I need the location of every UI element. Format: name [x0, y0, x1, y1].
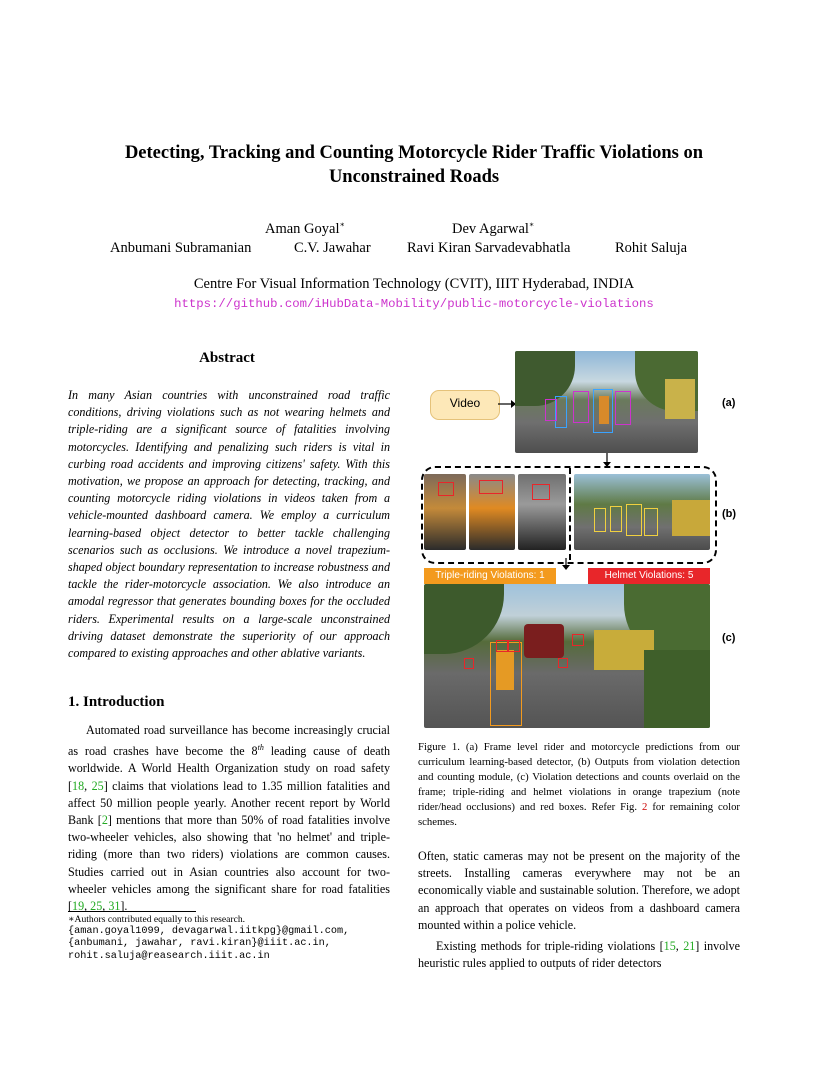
citation-link[interactable]: 18 [72, 778, 85, 793]
superscript: th [257, 743, 264, 753]
frame-b-photo [574, 474, 710, 550]
footnote-text: ∗Authors contributed equally to this research. [68, 914, 246, 925]
text-run: , [84, 778, 92, 793]
panel-label-a: (a) [722, 397, 736, 409]
intro-text [68, 722, 390, 915]
citation-link[interactable]: 19 [72, 899, 85, 914]
citation-link[interactable]: 2 [101, 813, 108, 828]
body-paragraph [418, 938, 740, 972]
video-label: Video [449, 396, 481, 410]
author-name [452, 220, 534, 238]
title-line-2: Unconstrained Roads [328, 167, 500, 187]
body-paragraph: Often, static cameras may not be present on the majority of the streets. Installing cameras everywhere may not be an economically viable and sustainable solution. Therefore, we adopt an approach that operates on videos from a dashboard camera mounted within a police vehicle. [418, 849, 740, 932]
author-text: Dev Agarwal [452, 220, 529, 237]
frame-a-photo [515, 351, 698, 453]
arrow-down-icon [602, 453, 612, 467]
text-run: ] claims that violations lead to 1.35 million fatalities and affect 50 million people yearly. Another recent report by World Bank [ [68, 778, 390, 828]
author-mark: ∗ [528, 220, 535, 229]
helmet-count: Helmet Violations: 5 [604, 570, 694, 581]
text-run: , [675, 939, 684, 954]
section-heading: 1. Introduction [68, 694, 165, 710]
triple-riding-count: Triple-riding Violations: 1 [435, 570, 545, 581]
footnote-email: {anbumani, jawahar, ravi.kiran}@iiit.ac.in, [68, 938, 331, 950]
crop-photo [469, 474, 515, 550]
text-run: leading cause of death worldwide. A World Health Organization study on road safety [ [68, 744, 390, 793]
text-run: , [84, 899, 91, 914]
citation-link[interactable]: 25 [90, 899, 103, 914]
figure-1 [418, 346, 748, 736]
affiliation: Centre For Visual Information Technology (CVIT), IIIT Hyderabad, INDIA [193, 276, 635, 292]
arrow-right-icon [498, 398, 516, 410]
crop-photo [518, 474, 566, 550]
author-name: Ravi Kiran Sarvadevabhatla [407, 240, 571, 256]
project-url-link[interactable]: https://github.com/iHubData-Mobility/public-motorcycle-violations [174, 297, 654, 311]
right-column-text [418, 848, 740, 972]
text-run: ] involve heuristic rules applied to outputs of rider detectors [418, 939, 741, 971]
panel-label-b: (b) [722, 508, 737, 520]
figure-ref-link[interactable]: 2 [642, 801, 648, 813]
text-run: Existing methods for triple-riding violations [ [436, 939, 664, 954]
author-list [60, 220, 768, 264]
text-run: ] mentions that more than 50% of road fatalities involve two-wheeler vehicles, also showing that 'no helmet' and triple-riding (more than two riders) violations are common causes. Studies carried out in Asian countries also account for two-wheeler vehicles among the significant share for road fatalities [ [68, 813, 390, 914]
panel-b-divider [569, 468, 571, 560]
arrow-down-icon [561, 558, 571, 570]
author-name: C.V. Jawahar [294, 240, 371, 256]
paper-title [60, 141, 768, 189]
citation-link[interactable]: 21 [683, 939, 696, 954]
footnote-email: {aman.goyal1099, devagarwal.iitkpg}@gmail.com, [68, 926, 350, 937]
citation-link[interactable]: 31 [108, 899, 121, 914]
caption-text: for remaining color schemes. [418, 801, 740, 828]
citation-link[interactable]: 15 [663, 939, 676, 954]
intro-paragraph [68, 722, 390, 915]
text-run: , [102, 899, 109, 914]
text-run: Automated road surveillance has become increasingly crucial as road crashes have become the 8 [68, 723, 390, 759]
footnote [68, 914, 398, 963]
author-name: Rohit Saluja [615, 240, 688, 256]
text-run: ]. [120, 899, 128, 914]
title-line-1: Detecting, Tracking and Counting Motorcycle Rider Traffic Violations on [124, 143, 704, 163]
frame-c-photo [424, 584, 710, 728]
author-name: Anbumani Subramanian [110, 240, 252, 256]
author-name [265, 220, 345, 238]
author-mark: ∗ [339, 220, 345, 229]
figure-caption [418, 740, 740, 830]
caption-text: Figure 1. (a) Frame level rider and motorcycle predictions from our curriculum learning-based detector, (b) Outputs from violation detection and counting module, (c) Violation detections and counts overlaid on the frame; triple-riding and helmet violations in orange trapezium (note rider/head occlusions) and red boxes. Refer Fig. [418, 741, 740, 813]
crop-photo [424, 474, 466, 550]
abstract-text: In many Asian countries with unconstrained road traffic conditions, driving violations such as not wearing helmets and triple-riding are a significant source of fatalities involving motorcycles. Identifying and penalizing such riders is vital in curbing road accidents and improving citizens' safety. With this motivation, we propose an approach for detecting, tracking, and counting motorcycle riding violations in videos taken from a vehicle-mounted dashboard camera. We employ a curriculum learning-based object detector to better tackle challenging scenarios such as occlusions. We introduce a novel trapezium-shaped object boundary representation to increase robustness and tackle the rider-motorcycle association. We also introduce an amodal regressor that generates bounding boxes for the occluded riders. Experimental results on a large-scale unconstrained driving dataset demonstrate the superiority of our approach compared to existing approaches and other ablative variants. [68, 388, 390, 661]
panel-label-c: (c) [722, 632, 736, 644]
footnote-email: rohit.saluja@reasearch.iiit.ac.in [68, 950, 270, 962]
footnote-rule [68, 911, 196, 912]
author-text: Aman Goyal [265, 220, 340, 237]
citation-link[interactable]: 25 [91, 778, 104, 793]
abstract-heading: Abstract [199, 350, 255, 366]
